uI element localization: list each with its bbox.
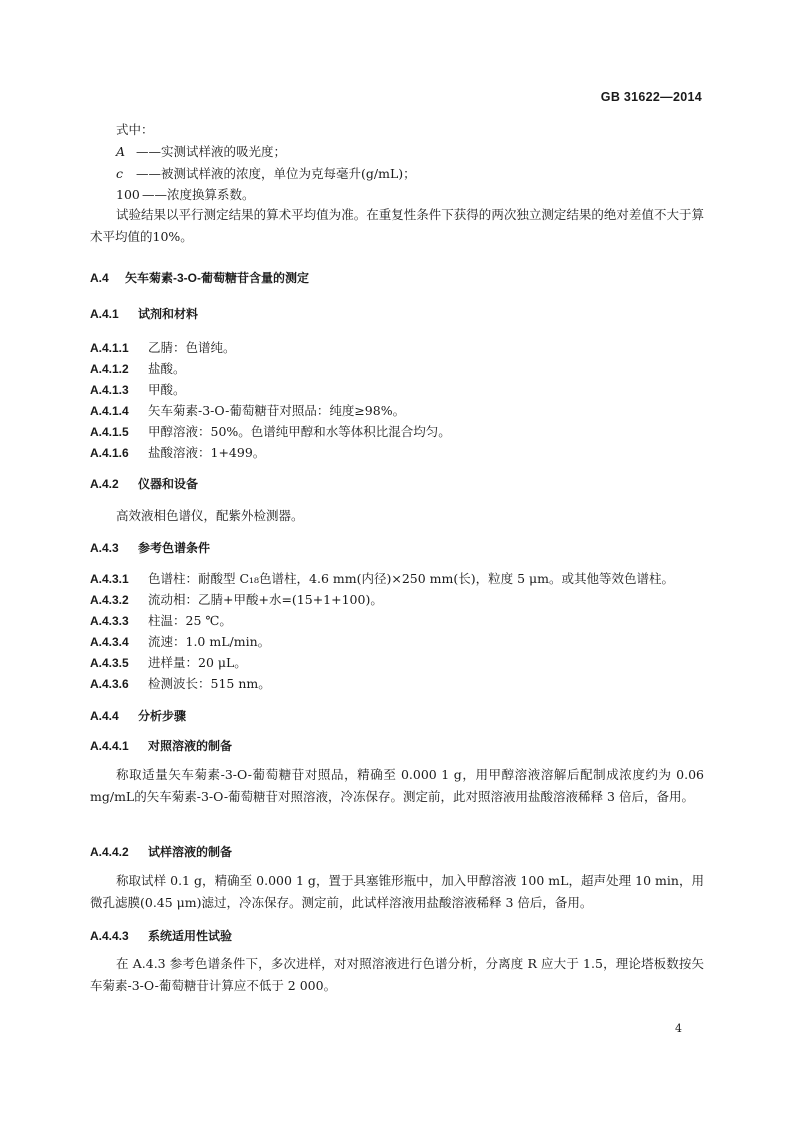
section-heading-a43: [90, 540, 210, 556]
condition-item: [90, 676, 271, 692]
section-heading-a41: [90, 306, 198, 322]
section-title: 试样溶液的制备: [148, 845, 233, 859]
item-text: 盐酸。: [148, 361, 186, 376]
reagent-item: [90, 340, 236, 356]
section-heading-a4442: [90, 844, 232, 860]
equipment-text: 高效液相色谱仪，配紫外检测器。: [116, 508, 304, 523]
reagent-item: [90, 382, 186, 398]
section-heading-a44-steps: [90, 708, 186, 724]
result-paragraph: 试验结果以平行测定结果的算术平均值为准。在重复性条件下获得的两次独立测定结果的绝对差值不大于算术平均值的10%。: [90, 207, 704, 244]
item-number: A.4.1.5: [90, 425, 129, 439]
condition-item: [90, 613, 232, 629]
legend-symbol: A: [116, 144, 126, 159]
section-title: 分析步骤: [138, 709, 187, 723]
item-number: A.4.1.6: [90, 446, 129, 460]
item-text: 流动相：乙腈+甲酸+水=(15+1+100)。: [148, 592, 383, 607]
item-text: 色谱柱：耐酸型 C₁₈色谱柱，4.6 mm(内径)×250 mm(长)，粒度 5 μm。或其他等效色谱柱。: [148, 571, 675, 586]
reagent-item: [90, 361, 186, 377]
section-heading-a4443: [90, 928, 232, 944]
item-number: A.4.3.6: [90, 677, 129, 691]
section-heading-a4: [90, 270, 309, 286]
condition-item: [90, 634, 270, 650]
system-suitability-paragraph: 在 A.4.3 参考色谱条件下，多次进样，对对照溶液进行色谱分析，分离度 R 应大于 1.5，理论塔板数按矢车菊素-3-O-葡萄糖苷计算应不低于 2 000。: [90, 956, 704, 993]
item-number: A.4.3.4: [90, 635, 129, 649]
section-number: A.4: [90, 271, 109, 285]
section-number: A.4.4.2: [90, 845, 129, 859]
section-number: A.4.4.1: [90, 739, 129, 753]
section-number: A.4.3: [90, 541, 119, 555]
reagent-item: [90, 424, 451, 440]
section-heading-a42: [90, 476, 198, 492]
section-title: 参考色谱条件: [138, 541, 211, 555]
condition-item: [90, 592, 383, 608]
sample-solution-paragraph: 称取试样 0.1 g，精确至 0.000 1 g，置于具塞锥形瓶中，加入甲醇溶液 100 mL，超声处理 10 min，用微孔滤膜(0.45 μm)滤过，冷冻保存。测定前，此试样溶液用盐酸溶液稀释 3 倍后，备用。: [90, 873, 704, 910]
section-title: 系统适用性试验: [148, 929, 233, 943]
legend-item-c: [116, 166, 416, 182]
reference-solution-paragraph: 称取适量矢车菊素-3-O-葡萄糖苷对照品，精确至 0.000 1 g，用甲醇溶液溶解后配制成浓度约为 0.06 mg/mL的矢车菊素-3-O-葡萄糖苷对照溶液，冷冻保存。测定前，此对照溶液用盐酸溶液稀释 3 倍后，备用。: [90, 767, 704, 804]
section-number: A.4.4.3: [90, 929, 129, 943]
page-number: 4: [675, 1022, 682, 1035]
item-number: A.4.3.2: [90, 593, 129, 607]
item-text: 甲醇溶液：50%。色谱纯甲醇和水等体积比混合均匀。: [148, 424, 451, 439]
item-text: 流速：1.0 mL/min。: [148, 634, 271, 649]
item-text: 甲酸。: [148, 382, 186, 397]
section-number: A.4.1: [90, 307, 119, 321]
section-title: 仪器和设备: [138, 477, 199, 491]
section-title: 矢车菊素-3-O-葡萄糖苷含量的测定: [125, 271, 309, 285]
section-title: 试剂和材料: [138, 307, 199, 321]
reagent-item: [90, 403, 405, 419]
legend-text: ——实测试样液的吸光度；: [136, 144, 287, 159]
legend-symbol: 100: [116, 187, 140, 202]
item-number: A.4.1.4: [90, 404, 129, 418]
section-title: 对照溶液的制备: [148, 739, 233, 753]
item-number: A.4.3.3: [90, 614, 129, 628]
legend-item-a: [116, 144, 286, 160]
section-number: A.4.2: [90, 477, 119, 491]
item-number: A.4.1.1: [90, 341, 129, 355]
item-text: 柱温：25 ℃。: [148, 613, 232, 628]
section-number: A.4.4: [90, 709, 119, 723]
standard-code: GB 31622—2014: [600, 90, 702, 104]
formula-legend-intro: 式中：: [116, 122, 154, 137]
section-heading-a4441: [90, 738, 232, 754]
legend-text: ——浓度换算系数。: [142, 187, 255, 202]
item-number: A.4.3.1: [90, 572, 129, 586]
item-text: 检测波长：515 nm。: [148, 676, 271, 691]
item-number: A.4.3.5: [90, 656, 129, 670]
item-text: 进样量：20 μL。: [148, 655, 247, 670]
item-text: 盐酸溶液：1+499。: [148, 445, 266, 460]
legend-symbol: c: [116, 166, 124, 181]
condition-item: [90, 655, 247, 671]
item-number: A.4.1.3: [90, 383, 129, 397]
item-number: A.4.1.2: [90, 362, 129, 376]
reagent-item: [90, 445, 265, 461]
legend-text: ——被测试样液的浓度，单位为克每毫升(g/mL)；: [136, 166, 416, 181]
condition-item: [90, 571, 674, 587]
item-text: 矢车菊素-3-O-葡萄糖苷对照品：纯度≥98%。: [148, 403, 406, 418]
legend-item-100: [116, 187, 255, 203]
item-text: 乙腈：色谱纯。: [148, 340, 236, 355]
